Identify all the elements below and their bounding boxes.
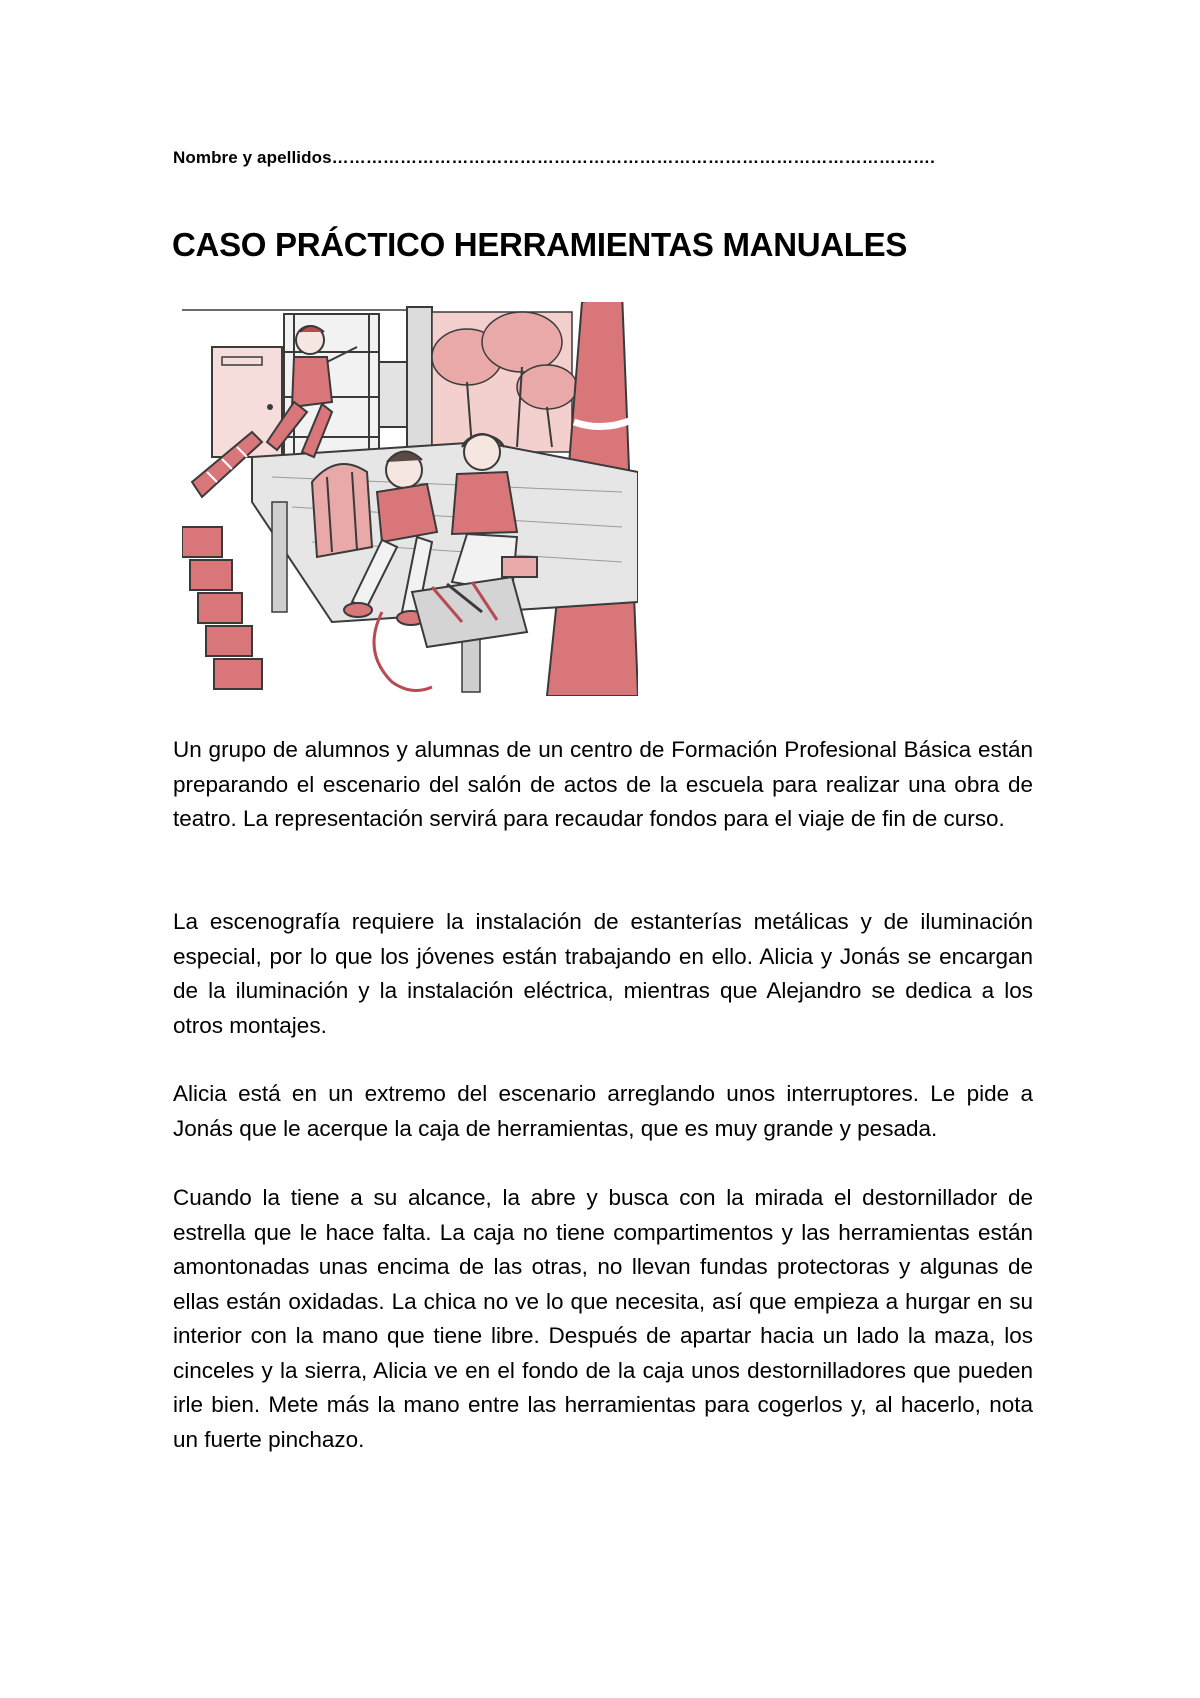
illustration-svg (182, 302, 638, 696)
document-title: CASO PRÁCTICO HERRAMIENTAS MANUALES (172, 226, 908, 263)
paragraph-4: Cuando la tiene a su alcance, la abre y busca con la mirada el destornillador de estrella que le hace falta. La caja no tiene compartimentos y las herramientas están amontonadas unas encima de las otras, no llevan fundas protectoras y algunas de ellas están oxidadas. La chica no ve lo que necesita, así que empieza a hurgar en su interior con la mano que tiene libre. Después de apartar hacia un lado la maza, los cinceles y la sierra, Alicia ve en el fondo de la caja unos destornilladores que pueden irle bien. Mete más la mano entre las herramientas para cogerlos y, al hacerlo, nota un fuerte pinchazo. (173, 1185, 1033, 1452)
name-field-line: Nombre y apellidos……………………………………………………………………………………………. (173, 148, 935, 167)
paragraph-2: La escenografía requiere la instalación de estanterías metálicas y de iluminación especial, por lo que los jóvenes están trabajando en ello. Alicia y Jonás se encargan de la iluminación y la instalación eléctrica, mientras que Alejandro se dedica a los otros montajes. (173, 909, 1033, 1038)
paragraph-1: Un grupo de alumnos y alumnas de un centro de Formación Profesional Básica están preparando el escenario del salón de actos de la escuela para realizar una obra de teatro. La representación servirá para recaudar fondos para el viaje de fin de curso. (173, 737, 1033, 831)
backdrop-trees (432, 312, 577, 452)
paragraph-3: Alicia está en un extremo del escenario arreglando unos interruptores. Le pide a Jonás que le acerque la caja de herramientas, que es muy grande y pesada. (173, 1081, 1033, 1141)
wooden-crate (312, 464, 372, 557)
stage-scene-illustration (182, 302, 638, 696)
